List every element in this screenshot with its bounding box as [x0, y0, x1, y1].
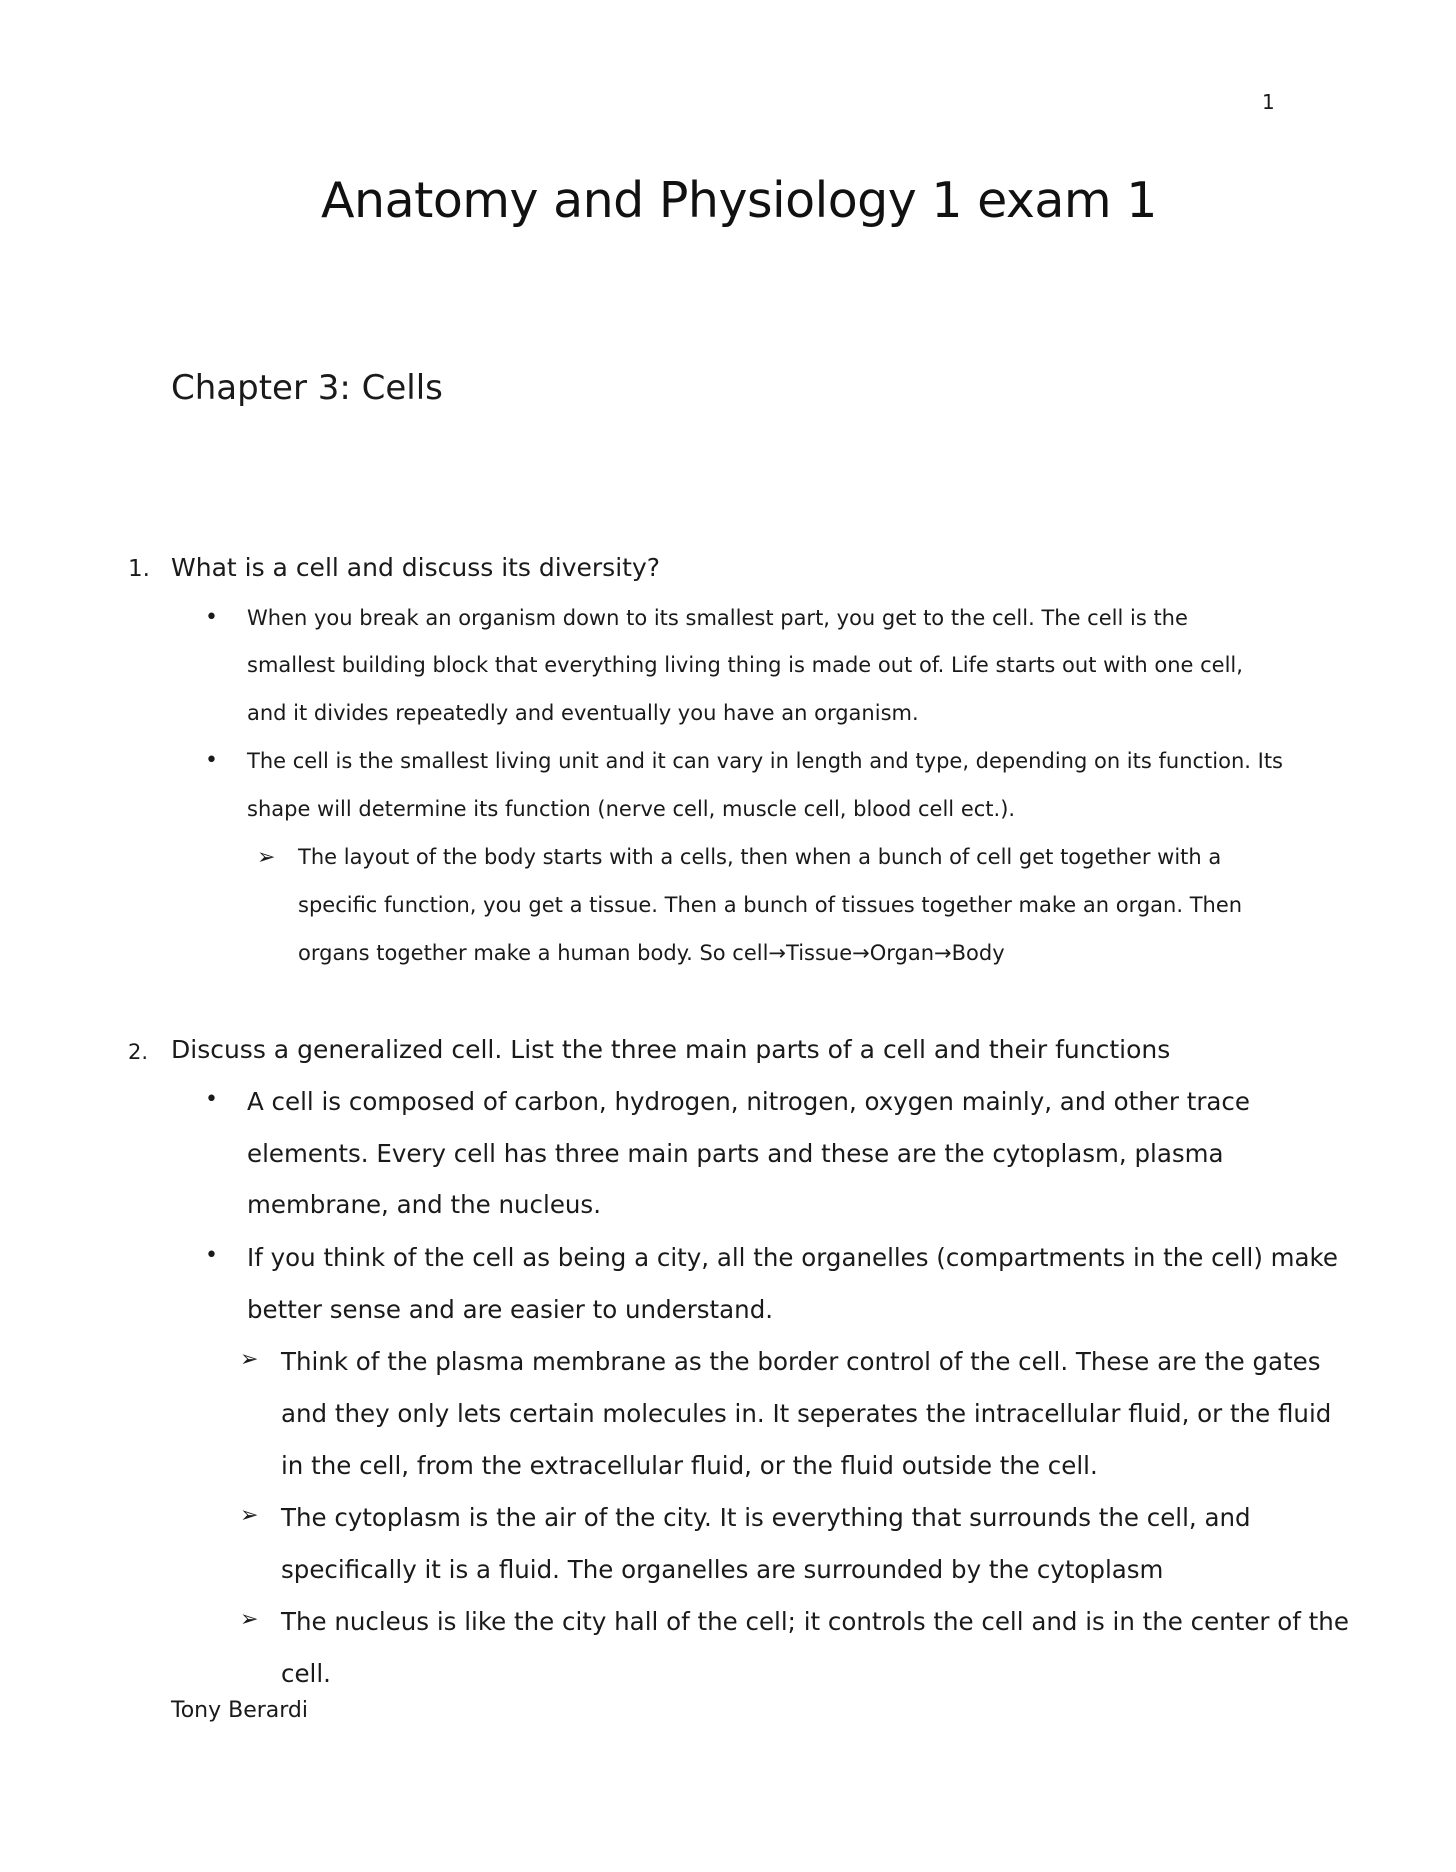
sub-bullet-line: Think of the plasma membrane as the border control of the cell. These are the gates [281, 1347, 1321, 1376]
bullet-marker: • [205, 1087, 218, 1112]
bullet-marker: • [205, 1243, 218, 1268]
question-number: 1. [128, 556, 150, 582]
footer-author: Tony Berardi [171, 1698, 309, 1723]
bullet-line: shape will determine its function (nerve cell, muscle cell, blood cell ect.). [247, 797, 1016, 821]
sub-bullet-line: cell. [281, 1659, 331, 1688]
sub-bullet-line: The layout of the body starts with a cells, then when a bunch of cell get together with a [298, 845, 1222, 869]
page-number: 1 [1262, 90, 1275, 114]
bullet-line: The cell is the smallest living unit and it can vary in length and type, depending on its function. Its [247, 749, 1283, 773]
sub-bullet-line: specifically it is a fluid. The organelles are surrounded by the cytoplasm [281, 1555, 1164, 1584]
sub-bullet-line: in the cell, from the extracellular fluid, or the fluid outside the cell. [281, 1451, 1098, 1480]
sub-bullet-line: organs together make a human body. So cell→Tissue→Organ→Body [298, 941, 1005, 965]
bullet-line: and it divides repeatedly and eventually you have an organism. [247, 701, 919, 725]
bullet-line: elements. Every cell has three main parts and these are the cytoplasm, plasma [247, 1139, 1224, 1168]
bullet-line: better sense and are easier to understand. [247, 1295, 774, 1324]
bullet-marker: • [205, 748, 218, 773]
sub-bullet-line: The cytoplasm is the air of the city. It is everything that surrounds the cell, and [281, 1503, 1251, 1532]
chapter-heading: Chapter 3: Cells [171, 368, 443, 408]
question-text: Discuss a generalized cell. List the three main parts of a cell and their functions [171, 1035, 1171, 1064]
sub-bullet-line: and they only lets certain molecules in. It seperates the intracellular fluid, or the fluid [281, 1399, 1332, 1428]
bullet-line: When you break an organism down to its smallest part, you get to the cell. The cell is the [247, 606, 1188, 630]
arrow-marker: ➢ [240, 1503, 259, 1528]
bullet-marker: • [205, 605, 218, 630]
sub-bullet-line: specific function, you get a tissue. Then a bunch of tissues together make an organ. Then [298, 893, 1243, 917]
arrow-marker: ➢ [240, 1607, 259, 1632]
sub-bullet-line: The nucleus is like the city hall of the cell; it controls the cell and is in the center of the [281, 1607, 1349, 1636]
bullet-line: If you think of the cell as being a city, all the organelles (compartments in the cell) make [247, 1243, 1338, 1272]
arrow-marker: ➢ [240, 1347, 259, 1372]
question-number: 2. [128, 1040, 149, 1064]
document-title: Anatomy and Physiology 1 exam 1 [321, 172, 1157, 229]
bullet-line: A cell is composed of carbon, hydrogen, nitrogen, oxygen mainly, and other trace [247, 1087, 1250, 1116]
question-text: What is a cell and discuss its diversity? [171, 553, 661, 582]
arrow-marker: ➢ [257, 845, 276, 870]
bullet-line: smallest building block that everything living thing is made out of. Life starts out with one cell, [247, 653, 1243, 677]
bullet-line: membrane, and the nucleus. [247, 1190, 601, 1219]
